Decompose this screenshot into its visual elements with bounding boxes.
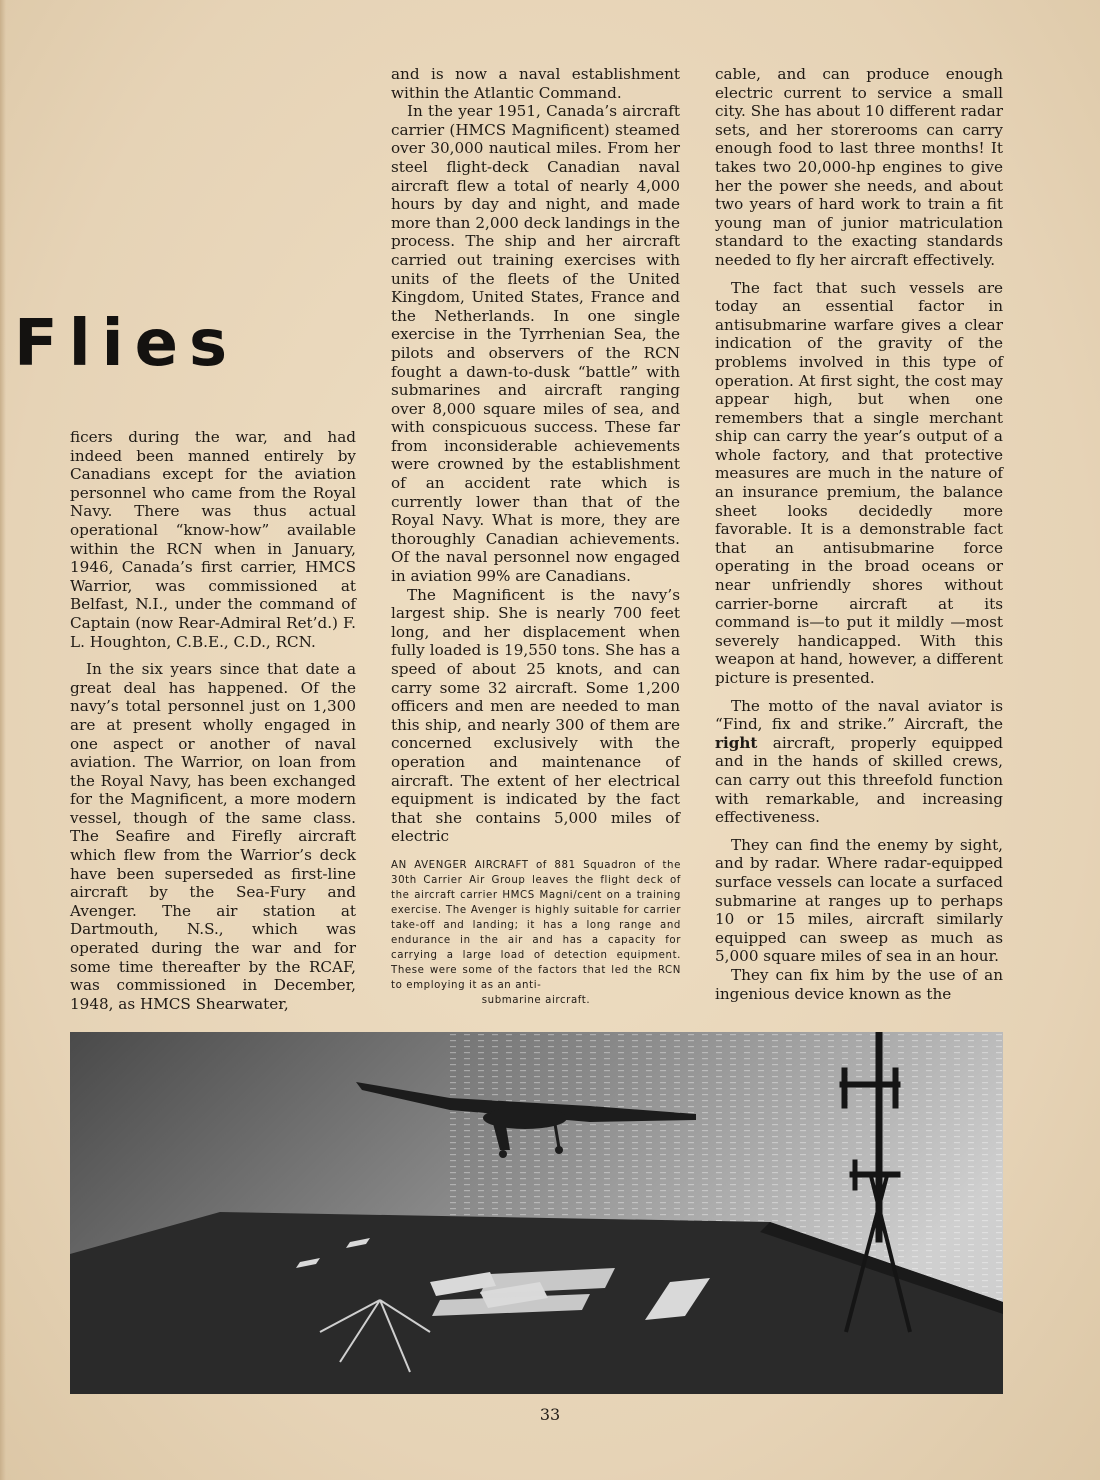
- col3-paragraph-4: They can find the enemy by sight, and by radar. Where radar-equipped surface vessels can locate a surfaced submarine at ranges up to perhaps 10 or 15 miles, aircraft similarly equipped can sweep as much as 5,000 square miles of sea in an hour.: [715, 835, 1003, 966]
- text-column-right: [715, 65, 1003, 1003]
- caption-body: of 881 Squadron of the 30th Carrier Air Group leaves the flight deck of the aircraft carrier HMCS Magni/cent on a training exercise. The Avenger is highly suitable for carrier take-off and landing; it has a long range and endurance in the air and has a capacity for carrying a large load of detection equipment. These were some of the factors that led the RCN to employing it as an anti-: [391, 860, 681, 991]
- col2-paragraph-3: The Magnificent is the navy’s largest ship. She is nearly 700 feet long, and her displacement when fully loaded is 19,550 tons. She has a speed of about 25 knots, and can carry some 32 aircraft. Some 1,200 officers and men are needed to man this ship, and nearly 300 of them are concerned exclusively with the operation and maintenance of aircraft. The extent of her electrical equipment is indicated by the fact that she contains 5,000 miles of electric: [391, 585, 680, 846]
- col2-paragraph-1: and is now a naval establishment within the Atlantic Command.: [391, 65, 680, 102]
- caption-last-line: submarine aircraft.: [481, 995, 591, 1006]
- carrier-photo-illustration: [70, 1032, 1003, 1394]
- caption-lead: AN AVENGER AIRCRAFT: [391, 860, 529, 871]
- page-number: 33: [539, 1405, 561, 1424]
- article-headline: Flies: [14, 307, 239, 381]
- col3-p3-before: The motto of the naval aviator is “Find, fix and strike.” Aircraft, the: [715, 696, 1003, 734]
- col3-paragraph-2: The fact that such vessels are today an essential factor in antisubmarine warfare gives a clear indication of the gravity of the problems involved in this type of operation. At first sight, the cost may appear high, but when one remembers that a single merchant ship can carry the year’s output of a whole factory, and that protective measures are much in the nature of an insurance premium, the balance sheet looks decidedly more favorable. It is a demonstrable fact that an antisubmarine force operating in the broad oceans or near unfriendly shores without carrier-borne aircraft at its command is—to put it mildly —most severely handicapped. With this weapon at hand, however, a different picture is presented.: [715, 278, 1003, 687]
- col1-paragraph-1: ficers during the war, and had indeed been manned entirely by Canadians except for the aviation personnel who came from the Royal Navy. There was thus actual operational “know-how” available within the RCN when in January, 1946, Canada’s first carrier, HMCS Warrior, was commissioned at Belfast, N.I., under the command of Captain (now Rear-Admiral Ret’d.) F. L. Houghton, C.B.E., C.D., RCN.: [70, 428, 356, 651]
- col3-p3-after: aircraft, properly equipped and in the hands of skilled crews, can carry out this threefold function with remarkable, and increasing effectiveness.: [715, 733, 1003, 827]
- col2-paragraph-2: In the year 1951, Canada’s aircraft carrier (HMCS Magnificent) steamed over 30,000 nautical miles. From her steel flight-deck Canadian naval aircraft flew a total of nearly 4,000 hours by day and night, and made more than 2,000 deck landings in the process. The ship and her aircraft carried out training exercises with units of the fleets of the United Kingdom, United States, France and the Netherlands. In one single exercise in the Tyrrhenian Sea, the pilots and observers of the RCN fought a dawn-to-dusk “battle” with submarines and aircraft ranging over 8,000 square miles of sea, and with conspicuous success. These far from inconsiderable achievements were crowned by the establishment of an accident rate which is currently lower than that of the Royal Navy. What is more, they are thoroughly Canadian achievements. Of the naval personnel now engaged in aviation 99% are Canadians.: [391, 102, 680, 586]
- text-column-left: [70, 428, 356, 1013]
- text-column-middle: [391, 65, 680, 846]
- col3-paragraph-1: cable, and can produce enough electric current to service a small city. She has about 10 different radar sets, and her storerooms can carry enough food to last three months! It takes two 20,000-hp engines to give her the power she needs, and about two years of hard work to train a fit young man of junior matriculation standard to the exacting standards needed to fly her aircraft effectively.: [715, 65, 1003, 269]
- photo-caption: [391, 858, 681, 1008]
- col1-paragraph-2: In the six years since that date a great deal has happened. Of the navy’s total personnel just on 1,300 are at present wholly engaged in one aspect or another of naval aviation. The Warrior, on loan from the Royal Navy, has been exchanged for the Magnificent, a more modern vessel, though of the same class. The Seafire and Firefly aircraft which flew from the Warrior’s deck have been superseded as first-line aircraft by the Sea-Fury and Avenger. The air station at Dartmouth, N.S., which was operated during the war and for some time thereafter by the RCAF, was commissioned in December, 1948, as HMCS Shearwater,: [70, 660, 356, 1013]
- col3-p3-bold: right: [715, 733, 758, 752]
- col3-paragraph-3: [715, 697, 1003, 827]
- carrier-photo: [70, 1032, 1003, 1394]
- page-edge-shadow: [0, 0, 6, 1480]
- col3-paragraph-5: They can fix him by the use of an ingenious device known as the: [715, 965, 1003, 1003]
